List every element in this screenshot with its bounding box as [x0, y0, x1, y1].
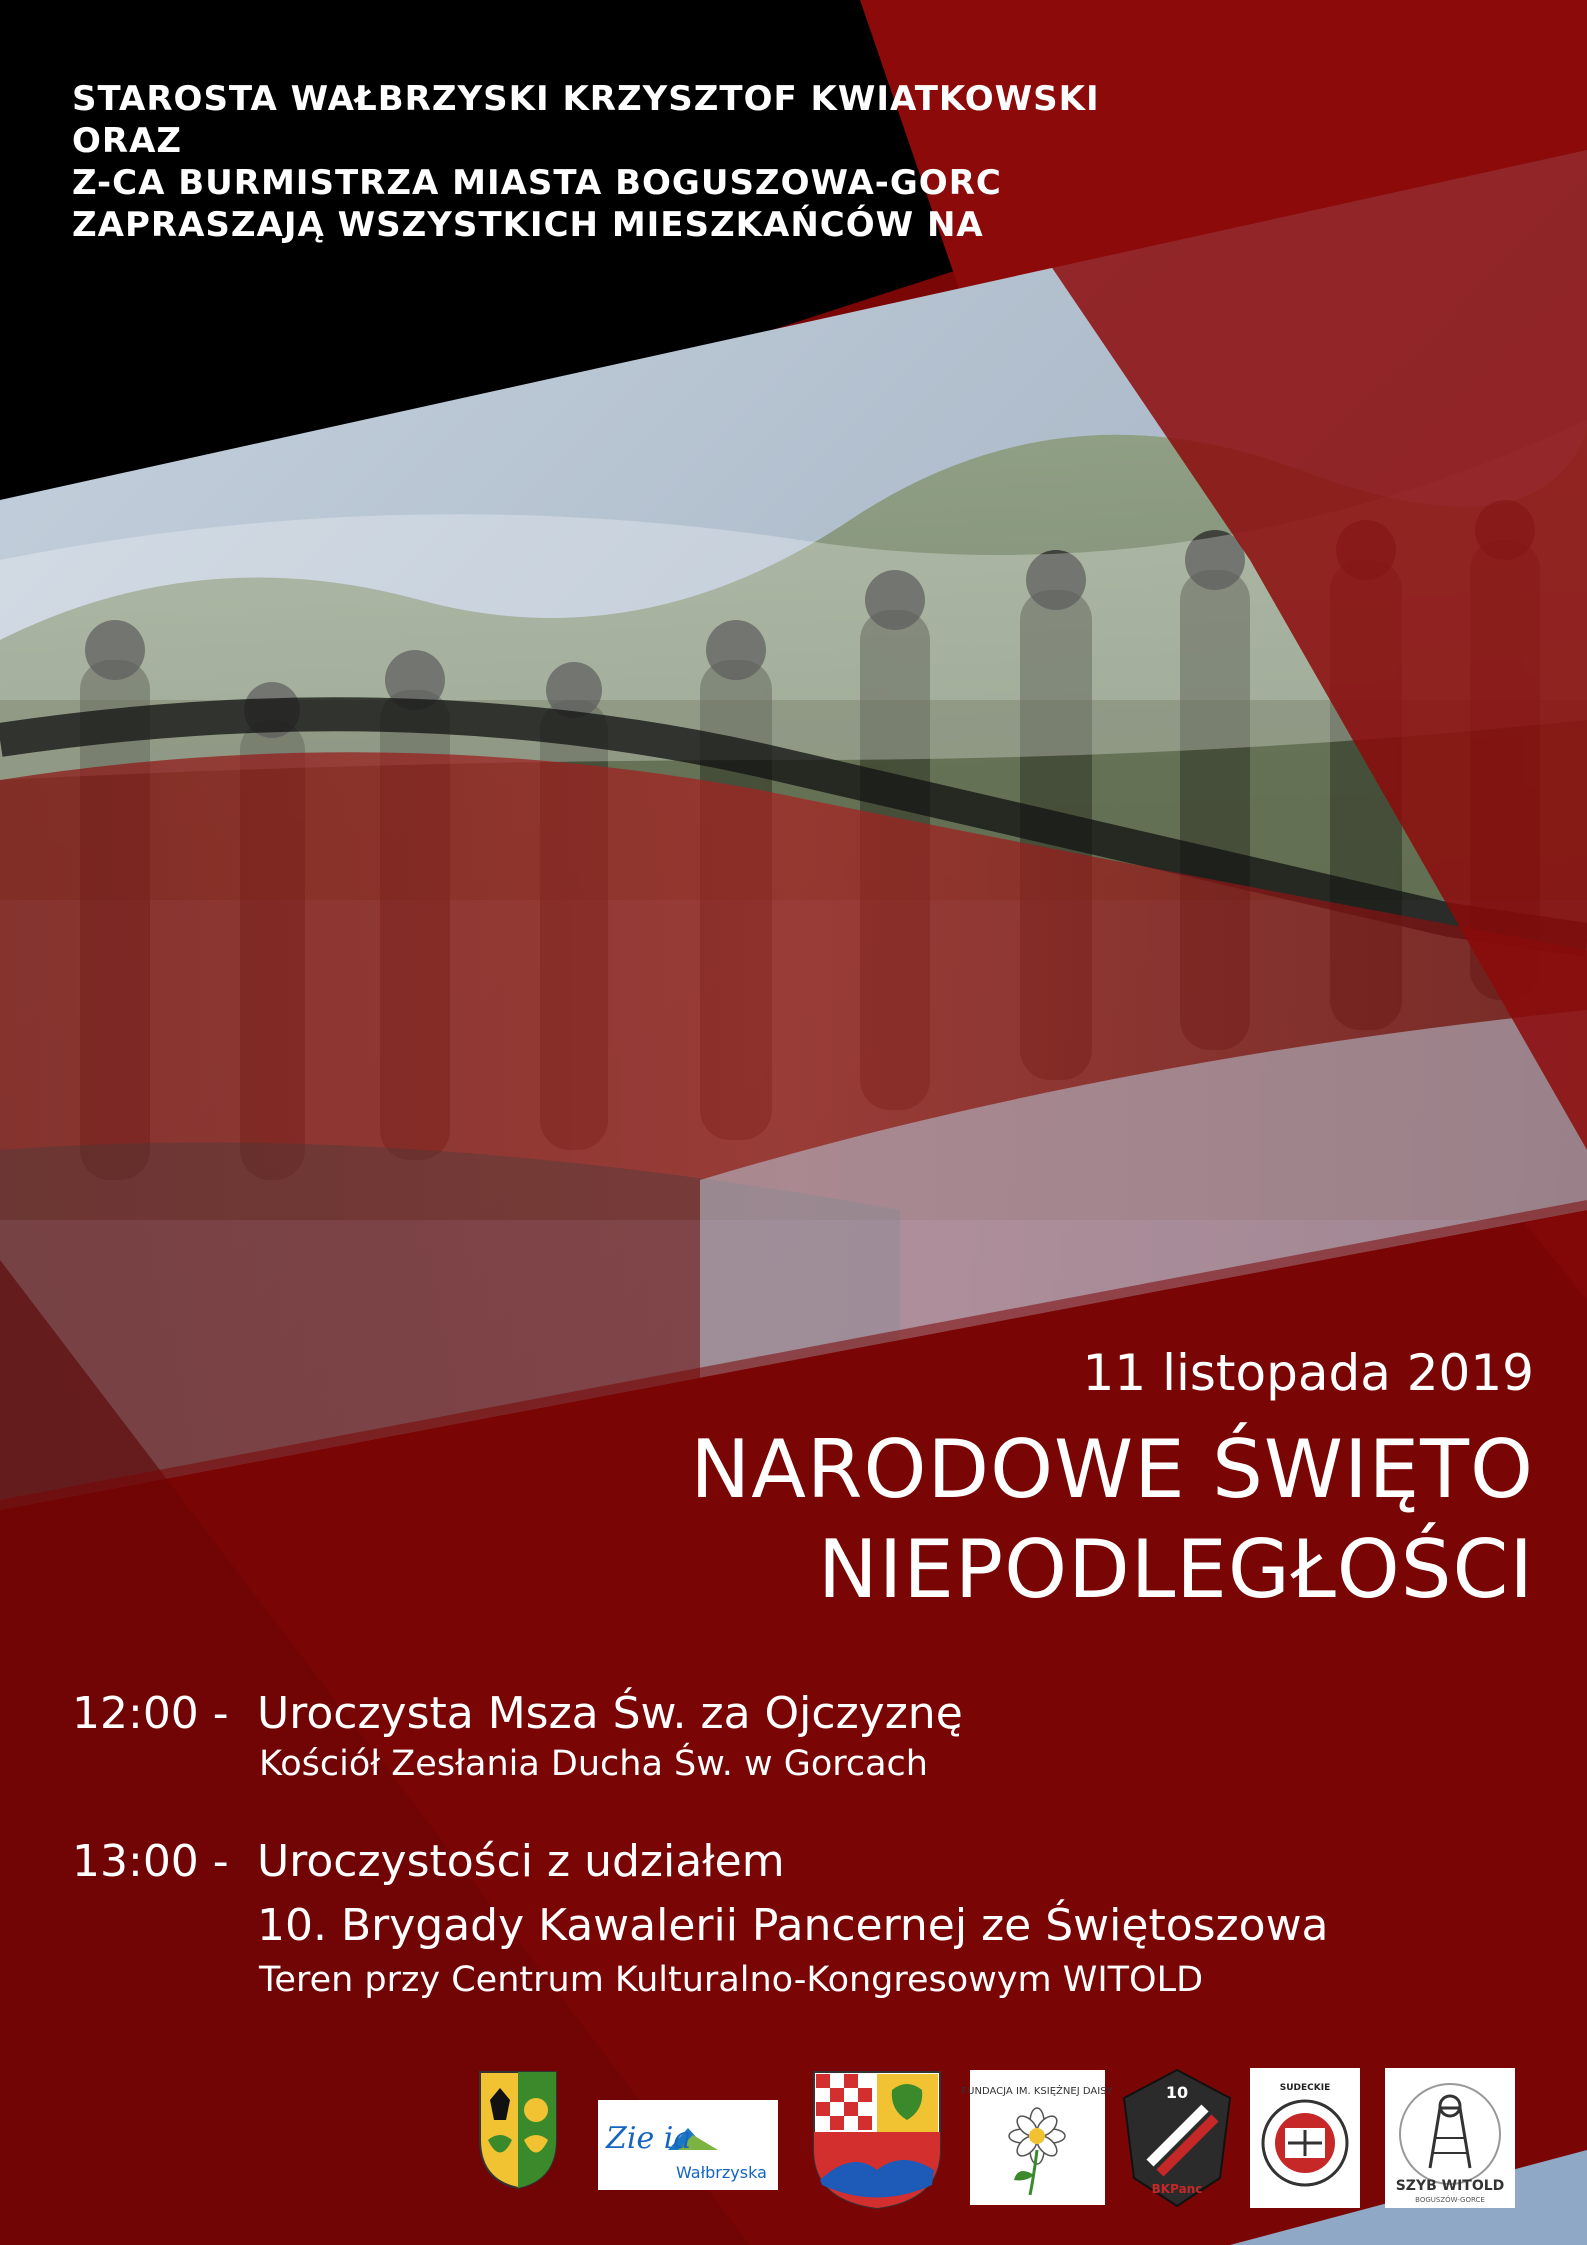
- event-title-line-2: NIEPODLEGŁOŚCI: [817, 1523, 1534, 1616]
- invitation-line-1: STAROSTA WAŁBRZYSKI KRZYSZTOF KWIATKOWSKI: [72, 79, 1100, 119]
- event-date: 11 listopada 2019: [1082, 1344, 1534, 1402]
- schedule-detail-2a: 10. Brygady Kawalerii Pancernej ze Świętoszowa: [257, 1900, 1329, 1951]
- schedule-title-1: Uroczysta Msza Św. za Ojczyznę: [257, 1688, 963, 1739]
- witold-text: SZYB WITOLD: [1395, 2178, 1505, 2194]
- powiat-walbrzyski-coat-of-arms-icon: [478, 2070, 558, 2190]
- witold-subtext: BOGUSZÓW-GORCE: [1415, 2196, 1485, 2204]
- brigade-number: 10: [1165, 2083, 1189, 2102]
- sponsor-logos: [470, 2060, 1540, 2210]
- szyb-witold-logo: [1385, 2068, 1515, 2208]
- brigade-abbr: BKPanc: [1151, 2182, 1203, 2196]
- schedule-title-2: Uroczystości z udziałem: [257, 1836, 785, 1887]
- invitation-line-4: ZAPRASZAJĄ WSZYSTKICH MIESZKAŃCÓW NA: [72, 205, 984, 245]
- fundacja-daisy-logo: [961, 2070, 1113, 2205]
- boguszow-gorce-coat-of-arms-icon: [812, 2070, 942, 2210]
- ziemia-walbrzyska-logo: [598, 2100, 778, 2190]
- invitation-line-2: ORAZ: [72, 121, 183, 161]
- event-title-line-1: NARODOWE ŚWIĘTO: [690, 1423, 1534, 1516]
- schedule-time-1: 12:00 -: [72, 1688, 229, 1739]
- fundacja-text: FUNDACJA IM. KSIĘŻNEJ DAISY: [961, 2086, 1113, 2097]
- schedule-detail-1: Kościół Zesłania Ducha Św. w Gorcach: [259, 1744, 928, 1784]
- ziemia-subtext: Wałbrzyska: [676, 2163, 767, 2182]
- schedule-detail-2b: Teren przy Centrum Kulturalno-Kongresowym WITOLD: [259, 1960, 1204, 2000]
- ziemia-text: Zie ia: [606, 2121, 692, 2156]
- 10-bkpanc-badge-icon: [1120, 2068, 1235, 2208]
- schedule-time-2: 13:00 -: [72, 1836, 229, 1887]
- invitation-line-3: Z-CA BURMISTRZA MIASTA BOGUSZOWA-GORC: [72, 163, 1002, 203]
- sudeten-top-text: SUDECKIE: [1279, 2083, 1331, 2093]
- invitation-text: [72, 78, 1100, 246]
- event-title: [690, 1420, 1534, 1620]
- sudeckie-strzelcy-badge-icon: [1250, 2068, 1360, 2208]
